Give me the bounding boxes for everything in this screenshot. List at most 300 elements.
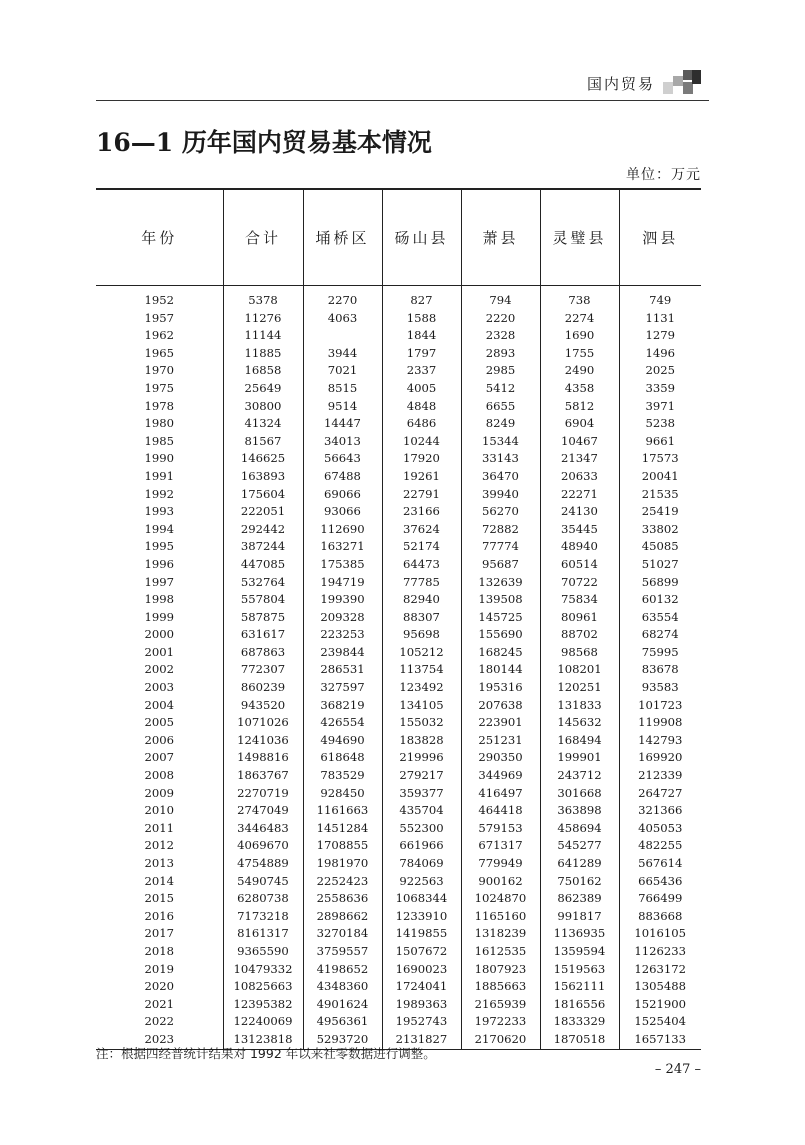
value-cell: 3446483 [223, 820, 303, 838]
value-cell: 665436 [619, 873, 701, 891]
value-cell: 862389 [540, 890, 619, 908]
value-cell: 1807923 [461, 961, 540, 979]
value-cell: 3759557 [303, 943, 382, 961]
value-cell: 146625 [223, 450, 303, 468]
value-cell: 435704 [382, 802, 461, 820]
value-cell: 20633 [540, 468, 619, 486]
value-cell: 2270 [303, 286, 382, 310]
value-cell: 81567 [223, 433, 303, 451]
value-cell: 199390 [303, 591, 382, 609]
value-cell: 123492 [382, 679, 461, 697]
value-cell: 292442 [223, 521, 303, 539]
value-cell: 194719 [303, 574, 382, 592]
table-row [96, 873, 701, 891]
table-row [96, 556, 701, 574]
value-cell: 1161663 [303, 802, 382, 820]
value-cell: 175385 [303, 556, 382, 574]
table-row [96, 925, 701, 943]
value-cell: 83678 [619, 661, 701, 679]
table-row [96, 310, 701, 328]
value-cell: 12240069 [223, 1013, 303, 1031]
table-row [96, 785, 701, 803]
value-cell: 212339 [619, 767, 701, 785]
value-cell: 34013 [303, 433, 382, 451]
value-cell: 222051 [223, 503, 303, 521]
value-cell: 405053 [619, 820, 701, 838]
value-cell: 344969 [461, 767, 540, 785]
value-cell: 416497 [461, 785, 540, 803]
value-cell: 618648 [303, 749, 382, 767]
value-cell: 1952743 [382, 1013, 461, 1031]
table-row [96, 286, 701, 310]
value-cell: 4848 [382, 398, 461, 416]
year-cell: 1970 [144, 363, 174, 378]
year-cell: 2013 [144, 856, 174, 870]
value-cell: 1755 [540, 345, 619, 363]
value-cell: 88702 [540, 626, 619, 644]
value-cell: 9514 [303, 398, 382, 416]
table-row [96, 732, 701, 750]
value-cell: 10825663 [223, 978, 303, 996]
table-row [96, 679, 701, 697]
value-cell: 943520 [223, 697, 303, 715]
value-cell: 1263172 [619, 961, 701, 979]
value-cell: 70722 [540, 574, 619, 592]
value-cell: 195316 [461, 679, 540, 697]
value-cell: 9365590 [223, 943, 303, 961]
value-cell: 22271 [540, 486, 619, 504]
value-cell: 5490745 [223, 873, 303, 891]
value-cell: 168494 [540, 732, 619, 750]
value-cell: 19261 [382, 468, 461, 486]
year-cell: 2004 [144, 697, 174, 712]
value-cell: 447085 [223, 556, 303, 574]
value-cell: 5378 [223, 286, 303, 310]
year-cell: 1952 [144, 293, 174, 307]
table-row [96, 890, 701, 908]
year-cell: 1978 [144, 398, 174, 413]
value-cell: 5412 [461, 380, 540, 398]
value-cell: 98568 [540, 644, 619, 662]
value-cell: 1521900 [619, 996, 701, 1014]
value-cell: 991817 [540, 908, 619, 926]
value-cell: 199901 [540, 749, 619, 767]
value-cell: 1068344 [382, 890, 461, 908]
value-cell: 183828 [382, 732, 461, 750]
value-cell: 1844 [382, 327, 461, 345]
table-row [96, 996, 701, 1014]
value-cell: 2131827 [382, 1031, 461, 1049]
value-cell: 1870518 [540, 1031, 619, 1049]
value-cell: 139508 [461, 591, 540, 609]
column-header: 萧县 [461, 189, 540, 286]
value-cell: 4358 [540, 380, 619, 398]
table-row [96, 697, 701, 715]
value-cell: 2985 [461, 362, 540, 380]
value-cell: 4069670 [223, 837, 303, 855]
value-cell: 131833 [540, 697, 619, 715]
value-cell: 113754 [382, 661, 461, 679]
table-row [96, 468, 701, 486]
value-cell: 368219 [303, 697, 382, 715]
value-cell: 2165939 [461, 996, 540, 1014]
table-row [96, 644, 701, 662]
table-row [96, 486, 701, 504]
value-cell: 132639 [461, 574, 540, 592]
value-cell: 119908 [619, 714, 701, 732]
value-cell: 207638 [461, 697, 540, 715]
value-cell: 2252423 [303, 873, 382, 891]
year-cell: 1957 [144, 310, 174, 325]
value-cell: 631617 [223, 626, 303, 644]
value-cell: 1797 [382, 345, 461, 363]
table-row [96, 345, 701, 363]
table-row [96, 380, 701, 398]
year-cell: 2019 [144, 961, 174, 976]
value-cell: 6655 [461, 398, 540, 416]
value-cell: 2893 [461, 345, 540, 363]
value-cell: 163271 [303, 538, 382, 556]
value-cell: 9661 [619, 433, 701, 451]
value-cell: 75995 [619, 644, 701, 662]
value-cell: 2747049 [223, 802, 303, 820]
value-cell: 1241036 [223, 732, 303, 750]
value-cell: 749 [619, 286, 701, 310]
value-cell: 900162 [461, 873, 540, 891]
value-cell: 363898 [540, 802, 619, 820]
value-cell: 95698 [382, 626, 461, 644]
header-rule [96, 100, 709, 101]
value-cell: 1279 [619, 327, 701, 345]
value-cell: 557804 [223, 591, 303, 609]
year-cell: 1994 [144, 521, 174, 536]
value-cell: 1318239 [461, 925, 540, 943]
value-cell: 1024870 [461, 890, 540, 908]
column-header: 合计 [223, 189, 303, 286]
year-cell: 2021 [144, 996, 174, 1011]
table-row [96, 398, 701, 416]
table-row [96, 574, 701, 592]
value-cell: 1126233 [619, 943, 701, 961]
table-row [96, 837, 701, 855]
value-cell: 1451284 [303, 820, 382, 838]
value-cell: 10244 [382, 433, 461, 451]
value-cell: 922563 [382, 873, 461, 891]
value-cell: 321366 [619, 802, 701, 820]
value-cell: 223253 [303, 626, 382, 644]
year-cell: 2005 [144, 715, 174, 730]
table-row [96, 978, 701, 996]
value-cell: 1233910 [382, 908, 461, 926]
value-cell: 25419 [619, 503, 701, 521]
value-cell: 1525404 [619, 1013, 701, 1031]
year-cell: 2023 [96, 1031, 223, 1049]
value-cell: 5812 [540, 398, 619, 416]
value-cell: 279217 [382, 767, 461, 785]
year-cell: 1962 [144, 328, 174, 343]
value-cell: 17573 [619, 450, 701, 468]
value-cell: 22791 [382, 486, 461, 504]
year-cell: 2020 [144, 979, 174, 994]
year-cell: 1999 [144, 609, 174, 624]
value-cell: 327597 [303, 679, 382, 697]
value-cell: 11144 [223, 327, 303, 345]
table-row [96, 908, 701, 926]
value-cell: 2270719 [223, 785, 303, 803]
value-cell: 587875 [223, 609, 303, 627]
value-cell: 5238 [619, 415, 701, 433]
value-cell: 359377 [382, 785, 461, 803]
table-row [96, 749, 701, 767]
value-cell: 641289 [540, 855, 619, 873]
table-row [96, 661, 701, 679]
year-cell: 1995 [144, 539, 174, 554]
value-cell: 6486 [382, 415, 461, 433]
value-cell: 1657133 [619, 1031, 701, 1049]
value-cell: 4063 [303, 310, 382, 328]
value-cell: 93583 [619, 679, 701, 697]
value-cell: 88307 [382, 609, 461, 627]
value-cell: 426554 [303, 714, 382, 732]
value-cell: 169920 [619, 749, 701, 767]
value-cell: 290350 [461, 749, 540, 767]
column-header: 砀山县 [382, 189, 461, 286]
year-cell: 2000 [144, 627, 174, 642]
year-cell: 2015 [144, 891, 174, 906]
value-cell: 3971 [619, 398, 701, 416]
table-row [96, 1013, 701, 1031]
header-squares-decoration [663, 70, 701, 94]
value-cell: 6904 [540, 415, 619, 433]
value-cell: 48940 [540, 538, 619, 556]
year-cell: 1991 [144, 468, 174, 483]
section-label: 国内贸易 [586, 75, 655, 93]
value-cell: 1690023 [382, 961, 461, 979]
table-row [96, 415, 701, 433]
value-cell: 4754889 [223, 855, 303, 873]
value-cell: 1816556 [540, 996, 619, 1014]
value-cell: 1708855 [303, 837, 382, 855]
value-cell: 783529 [303, 767, 382, 785]
value-cell: 661966 [382, 837, 461, 855]
value-cell: 1863767 [223, 767, 303, 785]
value-cell: 1131 [619, 310, 701, 328]
year-cell: 1990 [144, 451, 174, 466]
value-cell: 883668 [619, 908, 701, 926]
value-cell: 30800 [223, 398, 303, 416]
value-cell: 579153 [461, 820, 540, 838]
value-cell: 860239 [223, 679, 303, 697]
value-cell: 1989363 [382, 996, 461, 1014]
value-cell: 93066 [303, 503, 382, 521]
value-cell: 1071026 [223, 714, 303, 732]
value-cell: 2025 [619, 362, 701, 380]
table-row [96, 503, 701, 521]
value-cell: 23166 [382, 503, 461, 521]
value-cell: 3944 [303, 345, 382, 363]
value-cell: 827 [382, 286, 461, 310]
value-cell: 1165160 [461, 908, 540, 926]
value-cell: 1562111 [540, 978, 619, 996]
value-cell: 63554 [619, 609, 701, 627]
table-row [96, 362, 701, 380]
value-cell: 145632 [540, 714, 619, 732]
value-cell: 163893 [223, 468, 303, 486]
value-cell: 41324 [223, 415, 303, 433]
table-row [96, 802, 701, 820]
table-row [96, 521, 701, 539]
value-cell: 69066 [303, 486, 382, 504]
value-cell: 1724041 [382, 978, 461, 996]
value-cell: 772307 [223, 661, 303, 679]
value-cell: 155032 [382, 714, 461, 732]
value-cell: 10467 [540, 433, 619, 451]
value-cell: 545277 [540, 837, 619, 855]
year-cell: 1985 [144, 433, 174, 448]
table-row [96, 855, 701, 873]
value-cell: 20041 [619, 468, 701, 486]
table-row [96, 943, 701, 961]
value-cell: 52174 [382, 538, 461, 556]
table-row [96, 767, 701, 785]
value-cell: 1419855 [382, 925, 461, 943]
value-cell: 766499 [619, 890, 701, 908]
value-cell: 779949 [461, 855, 540, 873]
value-cell: 239844 [303, 644, 382, 662]
value-cell: 6280738 [223, 890, 303, 908]
value-cell: 928450 [303, 785, 382, 803]
value-cell: 552300 [382, 820, 461, 838]
value-cell: 175604 [223, 486, 303, 504]
year-cell: 2012 [144, 838, 174, 853]
value-cell: 3270184 [303, 925, 382, 943]
value-cell: 14447 [303, 415, 382, 433]
value-cell: 37624 [382, 521, 461, 539]
column-header: 灵璧县 [540, 189, 619, 286]
year-cell: 2011 [144, 820, 174, 835]
table-row [96, 591, 701, 609]
value-cell: 1833329 [540, 1013, 619, 1031]
value-cell: 101723 [619, 697, 701, 715]
year-cell: 1996 [144, 556, 174, 571]
value-cell: 72882 [461, 521, 540, 539]
year-cell: 1975 [144, 380, 174, 395]
year-cell: 2008 [144, 768, 174, 783]
year-cell: 1998 [144, 592, 174, 607]
value-cell: 120251 [540, 679, 619, 697]
year-cell: 2014 [144, 873, 174, 888]
value-cell: 387244 [223, 538, 303, 556]
value-cell: 687863 [223, 644, 303, 662]
value-cell: 77785 [382, 574, 461, 592]
year-cell: 2009 [144, 785, 174, 800]
value-cell: 1507672 [382, 943, 461, 961]
value-cell: 21535 [619, 486, 701, 504]
table-header-row [96, 189, 701, 286]
table-row [96, 327, 701, 345]
value-cell: 33802 [619, 521, 701, 539]
footnote: 注：根据四经普统计结果对 1992 年以来社零数据进行调整。 [96, 1046, 436, 1061]
table-row [96, 450, 701, 468]
table-row [96, 538, 701, 556]
column-header: 年份 [96, 189, 223, 286]
value-cell: 794 [461, 286, 540, 310]
value-cell: 95687 [461, 556, 540, 574]
value-cell: 168245 [461, 644, 540, 662]
value-cell: 60514 [540, 556, 619, 574]
value-cell: 67488 [303, 468, 382, 486]
value-cell: 301668 [540, 785, 619, 803]
year-cell: 1993 [144, 504, 174, 519]
value-cell: 8161317 [223, 925, 303, 943]
value-cell: 60132 [619, 591, 701, 609]
value-cell: 12395382 [223, 996, 303, 1014]
table-row [96, 433, 701, 451]
value-cell: 112690 [303, 521, 382, 539]
table-row [96, 961, 701, 979]
value-cell: 4956361 [303, 1013, 382, 1031]
value-cell: 64473 [382, 556, 461, 574]
value-cell: 750162 [540, 873, 619, 891]
value-cell: 80961 [540, 609, 619, 627]
value-cell: 36470 [461, 468, 540, 486]
value-cell: 17920 [382, 450, 461, 468]
value-cell: 77774 [461, 538, 540, 556]
value-cell: 5293720 [303, 1031, 382, 1049]
year-cell: 2001 [144, 644, 174, 659]
value-cell: 464418 [461, 802, 540, 820]
year-cell: 2003 [144, 680, 174, 695]
value-cell: 25649 [223, 380, 303, 398]
value-cell: 16858 [223, 362, 303, 380]
value-cell: 1972233 [461, 1013, 540, 1031]
year-cell: 2022 [144, 1014, 174, 1029]
value-cell: 1496 [619, 345, 701, 363]
value-cell: 2337 [382, 362, 461, 380]
value-cell: 21347 [540, 450, 619, 468]
value-cell: 8249 [461, 415, 540, 433]
table-row [96, 820, 701, 838]
value-cell: 105212 [382, 644, 461, 662]
value-cell: 1305488 [619, 978, 701, 996]
value-cell: 4005 [382, 380, 461, 398]
value-cell: 1359594 [540, 943, 619, 961]
value-cell: 33143 [461, 450, 540, 468]
value-cell: 51027 [619, 556, 701, 574]
value-cell: 108201 [540, 661, 619, 679]
value-cell: 24130 [540, 503, 619, 521]
year-cell: 2018 [144, 943, 174, 958]
year-cell: 1997 [144, 574, 174, 589]
value-cell: 251231 [461, 732, 540, 750]
table-row [96, 609, 701, 627]
value-cell: 7173218 [223, 908, 303, 926]
value-cell: 219996 [382, 749, 461, 767]
value-cell: 243712 [540, 767, 619, 785]
value-cell: 4901624 [303, 996, 382, 1014]
year-cell: 1992 [144, 486, 174, 501]
value-cell: 7021 [303, 362, 382, 380]
value-cell: 68274 [619, 626, 701, 644]
value-cell: 11276 [223, 310, 303, 328]
value-cell: 2898662 [303, 908, 382, 926]
value-cell: 738 [540, 286, 619, 310]
value-cell: 2328 [461, 327, 540, 345]
page-title: 16—1 历年国内贸易基本情况 [96, 128, 432, 157]
value-cell: 1981970 [303, 855, 382, 873]
trade-table [96, 188, 701, 1050]
value-cell: 56270 [461, 503, 540, 521]
